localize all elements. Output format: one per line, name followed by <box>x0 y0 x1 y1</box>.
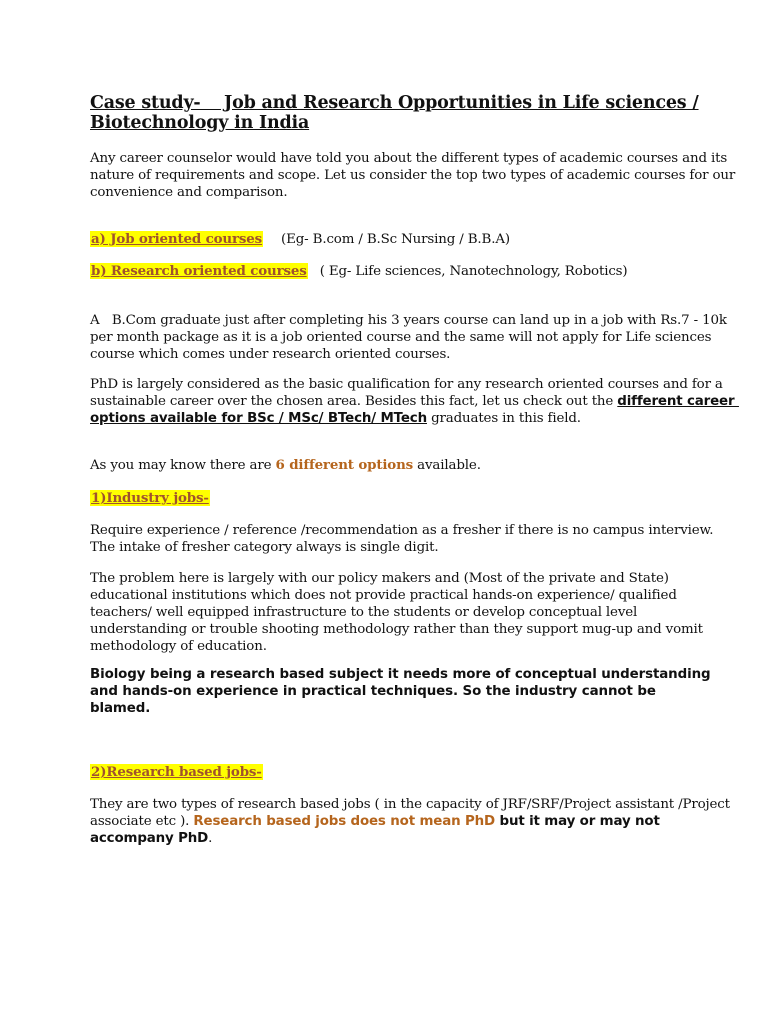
industry-line: teachers/ well equipped infrastructure to the students or develop conceptual level <box>90 605 638 620</box>
industry-line: understanding or trouble shooting methodology rather than they support mug-up and vomit <box>90 622 703 637</box>
intro-line: Any career counselor would have told you about the different types of academic courses and its <box>90 151 728 166</box>
career-options-emphasis: different career <box>617 394 739 409</box>
bcom-line: per month package as it is a job oriented course and the same will not apply for Life sciences <box>90 330 712 345</box>
research-jobs-heading: 2)Research based jobs- <box>91 764 262 780</box>
industry-line: The problem here is largely with our policy makers and (Most of the private and State) <box>90 571 669 586</box>
industry-jobs-section <box>90 490 690 507</box>
research-bold: accompany PhD <box>90 831 209 846</box>
industry-jobs-heading: 1)Industry jobs- <box>91 490 209 506</box>
course-a-line <box>90 231 690 248</box>
research-highlight: Research based jobs does not mean PhD <box>193 814 495 829</box>
industry-line: Require experience / reference /recommendation as a fresher if there is no campus interview. <box>90 523 714 538</box>
options-text: available. <box>413 458 481 473</box>
page-title <box>90 93 699 133</box>
options-line <box>90 457 690 474</box>
intro-paragraph <box>90 150 736 201</box>
industry-line: educational institutions which does not provide practical hands-on experience/ qualified <box>90 588 677 603</box>
emphasis-line: Biology being a research based subject it needs more of conceptual understanding <box>90 667 711 682</box>
course-b-line <box>90 263 690 280</box>
research-jobs-section <box>90 764 690 781</box>
course-a-detail: (Eg- B.com / B.Sc Nursing / B.B.A) <box>281 232 510 247</box>
intro-line: convenience and comparison. <box>90 185 288 200</box>
title-line-2: Biotechnology in India <box>90 113 310 133</box>
course-b-detail: ( Eg- Life sciences, Nanotechnology, Robotics) <box>319 264 628 279</box>
biology-emphasis-paragraph <box>90 666 711 717</box>
industry-para-2 <box>90 570 703 655</box>
career-options-emphasis: options available for BSc / MSc/ BTech/ MTech <box>90 411 427 426</box>
phd-line: sustainable career over the chosen area. Besides this fact, let us check out the <box>90 394 618 409</box>
emphasis-line: and hands-on experience in practical techniques. So the industry cannot be <box>90 684 656 699</box>
research-paragraph <box>90 796 730 847</box>
bcom-paragraph <box>90 312 727 363</box>
options-highlight: 6 different options <box>275 457 414 473</box>
phd-paragraph <box>90 376 739 427</box>
options-text: As you may know there are <box>90 458 276 473</box>
title-line-1: Case study- Job and Research Opportunities in Life sciences / <box>90 93 699 113</box>
bcom-line: course which comes under research oriented courses. <box>90 347 451 362</box>
industry-line: methodology of education. <box>90 639 267 654</box>
course-b-label: b) Research oriented courses <box>91 263 307 279</box>
research-bold: but it may or may not <box>495 814 660 829</box>
research-line: They are two types of research based jobs ( in the capacity of JRF/SRF/Project assistant /Project <box>90 797 730 812</box>
industry-para-1 <box>90 522 714 556</box>
industry-line: The intake of fresher category always is single digit. <box>90 540 439 555</box>
phd-line: graduates in this field. <box>426 411 581 426</box>
research-line: . <box>208 831 213 846</box>
phd-line: PhD is largely considered as the basic qualification for any research oriented courses and for a <box>90 377 723 392</box>
bcom-line: A B.Com graduate just after completing his 3 years course can land up in a job with Rs.7 - 10k <box>90 313 727 328</box>
course-a-label: a) Job oriented courses <box>91 231 263 247</box>
intro-line: nature of requirements and scope. Let us consider the top two types of academic courses for our <box>90 168 736 183</box>
research-line: associate etc ). <box>90 814 194 829</box>
emphasis-line: blamed. <box>90 701 151 716</box>
